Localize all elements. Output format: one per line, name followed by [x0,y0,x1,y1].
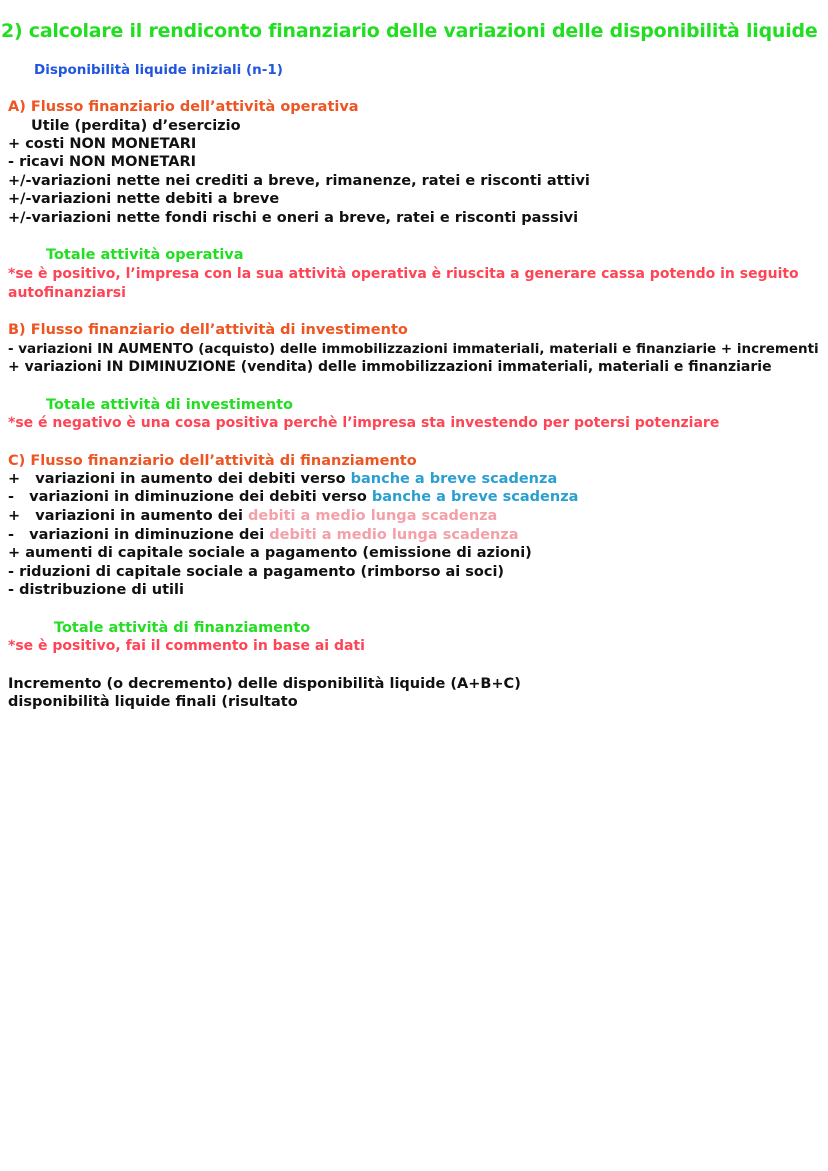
section-c-note: *se è positivo, fai il commento in base ai dati [8,638,365,654]
section-b-line-2: + variazioni IN DIMINUZIONE (vendita) delle immobilizzazioni immateriali, materiali e finanziarie [8,359,772,375]
section-c-line-7: - distribuzione di utili [8,582,184,598]
section-a-heading: A) Flusso finanziario dell’attività operativa [8,99,359,115]
liquidity-change: Incremento (o decremento) delle disponibilità liquide (A+B+C) [8,676,521,692]
section-a-line-4: +/-variazioni nette debiti a breve [8,191,280,207]
section-a-utile: Utile (perdita) d’esercizio [31,118,241,134]
section-c-line-6: - riduzioni di capitale sociale a pagamento (rimborso ai soci) [8,564,505,580]
section-c-line-1-text: + variazioni in aumento dei debiti verso [8,471,351,487]
section-c-line-2-highlight: banche a breve scadenza [371,489,579,505]
section-c-line-3 [8,507,497,525]
section-a-note-1: *se è positivo, l’impresa con la sua attività operativa è riuscita a generare cassa potendo in seguito [8,266,799,282]
initial-liquidity-label: Disponibilità liquide iniziali (n-1) [34,62,283,78]
section-a-line-2: - ricavi NON MONETARI [8,154,197,170]
final-liquidity: disponibilità liquide finali (risultato [8,694,298,710]
section-b-line-1: - variazioni IN AUMENTO (acquisto) delle immobilizzazioni immateriali, materiali e finanziarie + incrementi [8,341,819,357]
section-a-note-2: autofinanziarsi [8,285,126,301]
section-c-line-1-highlight: banche a breve scadenza [350,471,558,487]
section-b-total: Totale attività di investimento [46,397,293,413]
section-c-line-4-highlight: debiti a medio lunga scadenza [269,527,519,543]
section-b-note: *se é negativo è una cosa positiva perchè l’impresa sta investendo per potersi potenziare [8,415,720,431]
section-c-line-4 [8,526,519,544]
section-c-line-2 [8,488,578,506]
section-c-line-2-text: - variazioni in diminuzione dei debiti verso [8,489,372,505]
section-c-line-4-text: - variazioni in diminuzione dei [8,527,270,543]
section-a-line-5: +/-variazioni nette fondi rischi e oneri a breve, ratei e risconti passivi [8,210,579,226]
section-c-line-3-text: + variazioni in aumento dei [8,508,249,524]
section-c-heading: C) Flusso finanziario dell’attività di finanziamento [8,453,417,469]
section-a-line-3: +/-variazioni nette nei crediti a breve, rimanenze, ratei e risconti attivi [8,173,590,189]
section-c-line-5: + aumenti di capitale sociale a pagamento (emissione di azioni) [8,545,532,561]
section-c-line-3-highlight: debiti a medio lunga scadenza [248,508,498,524]
section-c-total: Totale attività di finanziamento [54,620,311,636]
section-b-heading: B) Flusso finanziario dell’attività di investimento [8,322,408,338]
section-a-total: Totale attività operativa [46,247,244,263]
section-c-line-1 [8,470,557,488]
page-title: 2) calcolare il rendiconto finanziario delle variazioni delle disponibilità liquide [1,20,818,42]
section-a-line-1: + costi NON MONETARI [8,136,197,152]
